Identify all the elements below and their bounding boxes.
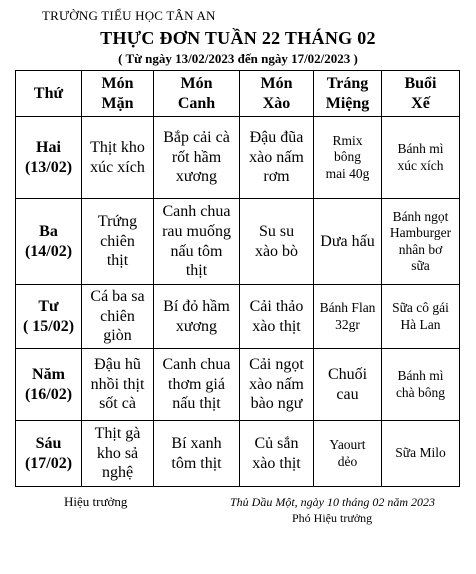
table-row [16,285,460,349]
header-row [16,71,460,117]
salty-dish-cell: Trứng chiên thịt [82,199,154,285]
soup-cell: Bí đỏ hầm xương [154,285,240,349]
dessert-cell: Yaourt dẻo [314,421,382,487]
principal-signature-label: Hiệu trưởng [64,494,128,509]
table-row [16,199,460,285]
day-cell: Tư ( 15/02) [16,285,82,349]
school-name: TRƯỜNG TIỂU HỌC TÂN AN [42,8,216,23]
dessert-cell: Dưa hấu [314,199,382,285]
table-row [16,421,460,487]
snack-cell: Bánh mì chà bông [382,349,460,421]
dessert-cell: Rmix bông mai 40g [314,117,382,199]
day-cell: Hai (13/02) [16,117,82,199]
dessert-cell: Bánh Flan 32gr [314,285,382,349]
header-salty: Món Mặn [82,71,154,117]
soup-cell: Bắp cải cà rốt hầm xương [154,117,240,199]
soup-cell: Bí xanh tôm thịt [154,421,240,487]
salty-dish-cell: Thịt gà kho sả nghệ [82,421,154,487]
vice-principal-signature-label: Phó Hiệu trưởng [292,511,373,525]
header-snack: Buổi Xế [382,71,460,117]
salty-dish-cell: Thịt kho xúc xích [82,117,154,199]
salty-dish-cell: Cá ba sa chiên giòn [82,285,154,349]
soup-cell: Canh chua thơm giá nấu thịt [154,349,240,421]
header-day: Thứ [16,71,82,117]
snack-cell: Bánh ngọt Hamburger nhân bơ sữa [382,199,460,285]
date-range: ( Từ ngày 13/02/2023 đến ngày 17/02/2023 ) [118,51,358,66]
stirfry-cell: Đậu đũa xào nấm rơm [240,117,314,199]
table-row [16,349,460,421]
stirfry-cell: Củ sắn xào thịt [240,421,314,487]
page-title: THỰC ĐƠN TUẦN 22 THÁNG 02 [100,28,376,48]
table-row [16,117,460,199]
header-dessert: Tráng Miệng [314,71,382,117]
snack-cell: Sữa Milo [382,421,460,487]
day-cell: Sáu (17/02) [16,421,82,487]
header-stirfry: Món Xào [240,71,314,117]
menu-table [15,70,460,487]
stirfry-cell: Su su xào bò [240,199,314,285]
salty-dish-cell: Đậu hũ nhồi thịt sốt cà [82,349,154,421]
dessert-cell: Chuối cau [314,349,382,421]
snack-cell: Bánh mì xúc xích [382,117,460,199]
stirfry-cell: Cải ngọt xào nấm bào ngư [240,349,314,421]
soup-cell: Canh chua rau muống nấu tôm thịt [154,199,240,285]
snack-cell: Sữa cô gái Hà Lan [382,285,460,349]
place-and-date: Thủ Dầu Một, ngày 10 tháng 02 năm 2023 [230,495,435,509]
day-cell: Năm (16/02) [16,349,82,421]
header-soup: Món Canh [154,71,240,117]
stirfry-cell: Cải thảo xào thịt [240,285,314,349]
day-cell: Ba (14/02) [16,199,82,285]
